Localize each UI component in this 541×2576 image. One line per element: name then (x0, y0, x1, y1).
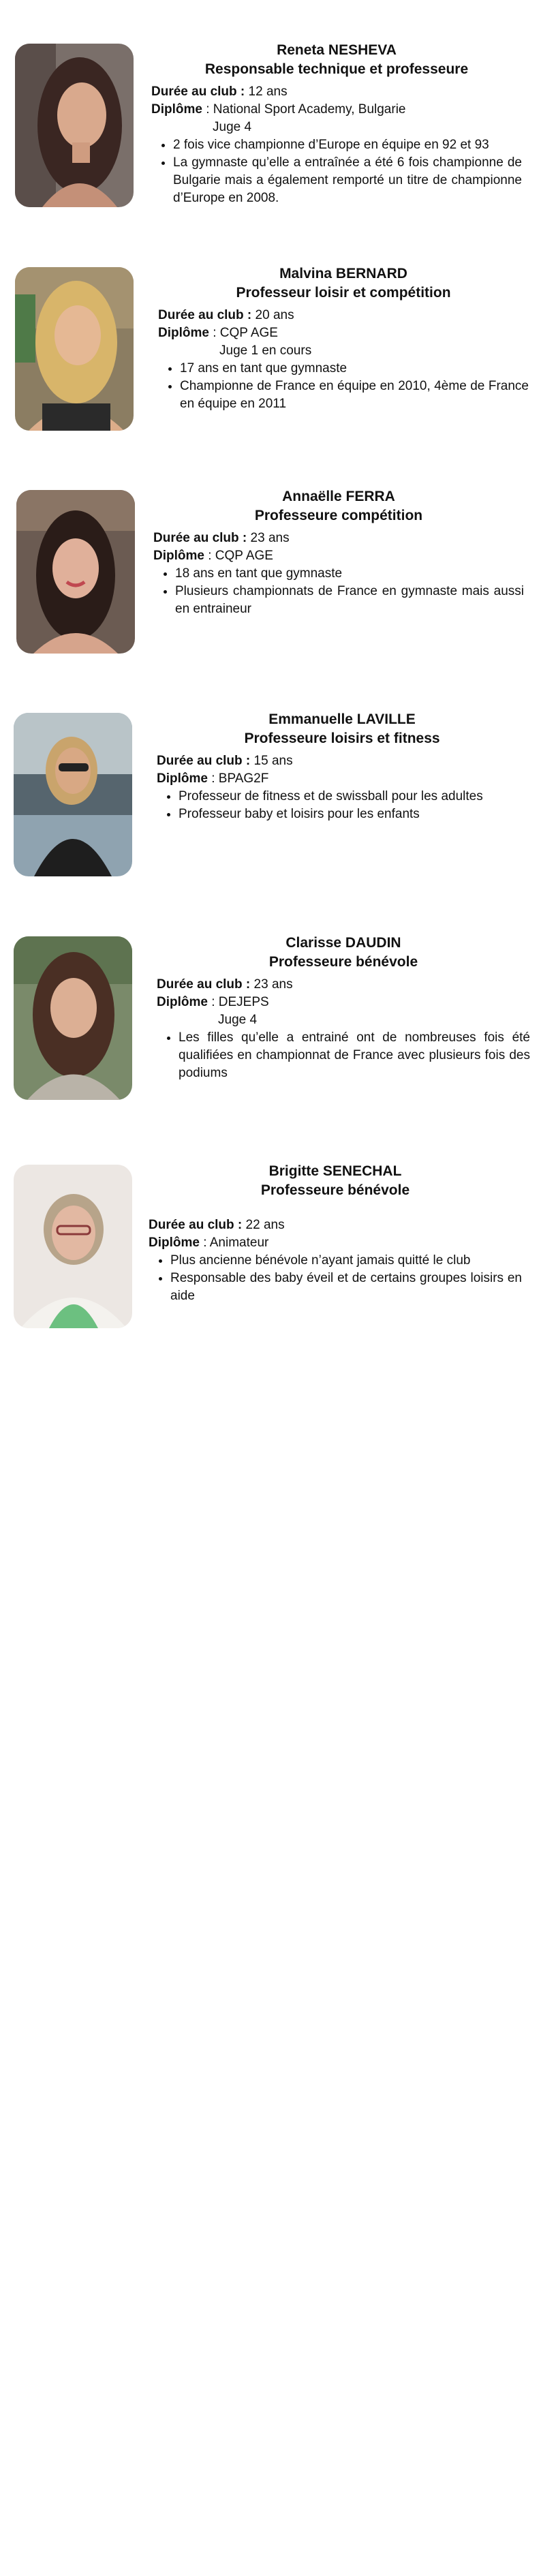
duration-label: Durée au club : (158, 308, 252, 322)
coach-name: Reneta NESHEVA (277, 42, 397, 58)
coach-name: Annaëlle FERRA (282, 489, 395, 504)
coach-info (157, 710, 527, 823)
duration-value: 15 ans (253, 754, 293, 768)
coach-diploma (157, 994, 530, 1011)
achievement-item: • Responsable des baby éveil et de certains groupes loisirs en aide (170, 1270, 522, 1305)
coach-photo (14, 713, 132, 876)
coach-name: Clarisse DAUDIN (285, 935, 401, 951)
diploma-value: : BPAG2F (211, 771, 269, 786)
duration-label: Durée au club : (153, 531, 247, 545)
coach-info (153, 487, 524, 618)
diploma-label: Diplôme (151, 102, 202, 117)
coach-duration (149, 1216, 522, 1234)
coach-duration (158, 307, 529, 324)
achievement-item: • Plus ancienne bénévole n’ayant jamais quitté le club (170, 1252, 522, 1270)
achievement-item: • Championne de France en équipe en 2010, 4ème de France en équipe en 2011 (180, 378, 529, 413)
achievement-item: • 2 fois vice championne d’Europe en équipe en 92 et 93 (173, 136, 522, 154)
coach-info (158, 264, 529, 413)
duration-label: Durée au club : (151, 85, 245, 99)
coach-photo (14, 1165, 132, 1328)
duration-value: 22 ans (245, 1218, 285, 1232)
coach-role: Responsable technique et professeure (204, 61, 469, 77)
diploma-label: Diplôme (157, 995, 208, 1009)
coach-diploma (153, 547, 524, 565)
coach-achievements (157, 788, 527, 823)
coach-judge-level: Juge 1 en cours (219, 343, 312, 358)
coach-diploma (157, 770, 527, 788)
achievement-item: • La gymnaste qu’elle a entraînée a été 6 fois championne de Bulgarie mais a également remporté un titre de championne d’Europe en 2008. (173, 154, 522, 207)
diploma-label: Diplôme (157, 771, 208, 786)
duration-value: 23 ans (253, 977, 293, 992)
diploma-label: Diplôme (149, 1236, 200, 1250)
coach-name: Emmanuelle LAVILLE (268, 711, 416, 727)
coach-achievements (157, 1029, 530, 1082)
coach-diploma (158, 324, 529, 342)
duration-value: 23 ans (250, 531, 290, 545)
coach-photo (15, 44, 134, 207)
coach-judge-level: Juge 4 (213, 120, 252, 134)
coach-info (151, 41, 522, 207)
achievement-item: • Professeur baby et loisirs pour les enfants (179, 806, 527, 823)
achievement-item: • Plusieurs championnats de France en gymnaste mais aussi en entraineur (175, 583, 524, 618)
coach-achievements (151, 136, 522, 207)
coach-judge-level: Juge 4 (218, 1013, 258, 1027)
duration-value: 12 ans (248, 85, 288, 99)
diploma-label: Diplôme (153, 549, 204, 563)
duration-label: Durée au club : (149, 1218, 243, 1232)
achievement-item: • 18 ans en tant que gymnaste (175, 565, 524, 583)
diploma-value: : DEJEPS (211, 995, 269, 1009)
coach-duration (157, 752, 527, 770)
coach-name: Malvina BERNARD (279, 266, 407, 281)
diploma-value: : National Sport Academy, Bulgarie (206, 102, 406, 117)
diploma-label: Diplôme (158, 326, 209, 340)
coach-duration (153, 530, 524, 547)
achievement-item: • 17 ans en tant que gymnaste (180, 360, 529, 378)
coach-achievements (153, 565, 524, 618)
coach-diploma (151, 101, 522, 119)
coach-duration (157, 976, 530, 994)
coach-photo (14, 936, 132, 1100)
coach-diploma (149, 1234, 522, 1252)
coach-info (157, 934, 530, 1082)
diploma-value: : CQP AGE (208, 549, 273, 563)
duration-label: Durée au club : (157, 754, 251, 768)
achievement-item: • Les filles qu’elle a entrainé ont de nombreuses fois été qualifiées en championnat de France avec plusieurs fois des podiums (179, 1029, 530, 1082)
coach-info (149, 1162, 522, 1305)
coach-photo (16, 490, 135, 654)
coach-role: Professeure bénévole (268, 954, 418, 970)
diploma-value: : CQP AGE (213, 326, 278, 340)
coach-role: Professeur loisir et compétition (236, 285, 451, 301)
coach-photo (15, 267, 134, 431)
duration-label: Durée au club : (157, 977, 251, 992)
coach-role: Professeure loisirs et fitness (244, 731, 440, 746)
achievement-item: • Professeur de fitness et de swissball pour les adultes (179, 788, 527, 806)
coach-achievements (158, 360, 529, 413)
coach-role: Professeure compétition (254, 508, 423, 523)
coach-achievements (149, 1252, 522, 1305)
coach-role: Professeure bénévole (260, 1182, 410, 1198)
diploma-value: : Animateur (203, 1236, 269, 1250)
coach-duration (151, 83, 522, 101)
duration-value: 20 ans (255, 308, 294, 322)
coach-name: Brigitte SENECHAL (268, 1163, 402, 1179)
